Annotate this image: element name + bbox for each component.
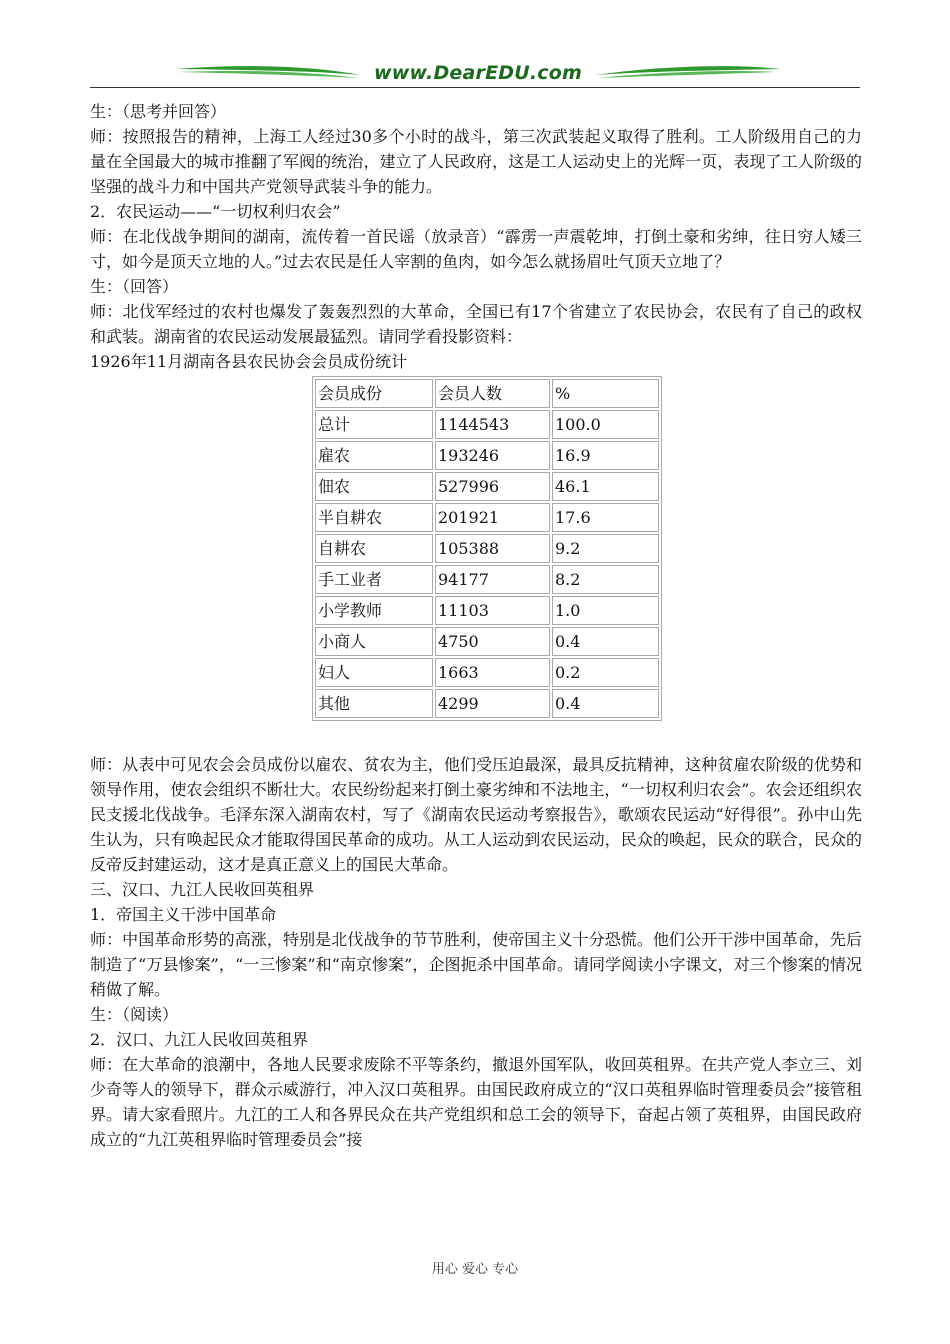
table-cell: 11103 [435, 596, 550, 625]
table-row [315, 410, 659, 439]
table-row [315, 441, 659, 470]
table-row [315, 596, 659, 625]
paragraph: 生：（回答） [90, 277, 179, 296]
table-row [315, 503, 659, 532]
table-cell: 雇农 [315, 441, 433, 470]
site-logo[interactable]: www.DearEDU.com [373, 62, 583, 84]
table-cell: 17.6 [552, 503, 659, 532]
table-row [315, 565, 659, 594]
table-caption: 1926年11月湖南各县农民协会会员成份统计 [90, 352, 408, 371]
table-cell: 527996 [435, 472, 550, 501]
header-divider [90, 87, 860, 88]
table-cell: 1663 [435, 658, 550, 687]
paragraph: 师：按照报告的精神，上海工人经过30多个小时的战斗，第三次武装起义取得了胜利。工人阶级用自己的力量在全国最大的城市推翻了军阀的统治，建立了人民政府，这是工人运动史上的光辉一页，表现了工人阶级的坚强的战斗力和中国共产党领导武装斗争的能力。 [90, 127, 862, 196]
table-cell: 总计 [315, 410, 433, 439]
table-cell: 0.4 [552, 627, 659, 656]
table-cell: 0.4 [552, 689, 659, 718]
table-header-row [315, 379, 659, 408]
subsection-heading: 2．汉口、九江人民收回英租界 [90, 1030, 309, 1049]
membership-table [312, 376, 662, 721]
table-row [315, 534, 659, 563]
table-cell: 4299 [435, 689, 550, 718]
table-header-cell: % [552, 379, 659, 408]
table-cell: 193246 [435, 441, 550, 470]
table-cell: 小学教师 [315, 596, 433, 625]
table-cell: 0.2 [552, 658, 659, 687]
table-cell: 100.0 [552, 410, 659, 439]
table-cell: 半自耕农 [315, 503, 433, 532]
paragraph: 师：从表中可见农会会员成份以雇农、贫农为主，他们受压迫最深，最具反抗精神，这种贫雇农阶级的优势和领导作用，使农会组织不断壮大。农民纷纷起来打倒土豪劣绅和不法地主，“一切权利归农会”。农会还组织农民支援北伐战争。毛泽东深入湖南农村，写了《湖南农民运动考察报告》，歌颂农民运动“好得很”。孙中山先生认为，只有唤起民众才能取得国民革命的成功。从工人运动到农民运动，民众的唤起，民众的联合，民众的反帝反封建运动，这才是真正意义上的国民大革命。 [90, 755, 862, 874]
table-cell: 16.9 [552, 441, 659, 470]
table-row [315, 658, 659, 687]
table-cell: 201921 [435, 503, 550, 532]
paragraph: 生：（阅读） [90, 1005, 179, 1024]
document-body [90, 99, 862, 1152]
table-cell: 4750 [435, 627, 550, 656]
table-container [90, 374, 862, 752]
paragraph: 生：（思考并回答） [90, 102, 227, 121]
paragraph: 师：在大革命的浪潮中，各地人民要求废除不平等条约，撤退外国军队，收回英租界。在共产党人李立三、刘少奇等人的领导下，群众示威游行，冲入汉口英租界。由国民政府成立的“汉口英租界临时管理委员会”接管租界。请大家看照片。九江的工人和各界民众在共产党组织和总工会的领导下，奋起占领了英租界，由国民政府成立的“九江英租界临时管理委员会”接 [90, 1055, 862, 1149]
table-row [315, 689, 659, 718]
table-cell: 94177 [435, 565, 550, 594]
page-header [90, 60, 860, 92]
paragraph: 师：北伐军经过的农村也爆发了轰轰烈烈的大革命，全国已有17个省建立了农民协会，农民有了自己的政权和武装。湖南省的农民运动发展最猛烈。请同学看投影资料： [90, 302, 862, 346]
table-cell: 妇人 [315, 658, 433, 687]
table-cell: 佃农 [315, 472, 433, 501]
table-cell: 手工业者 [315, 565, 433, 594]
table-cell: 自耕农 [315, 534, 433, 563]
table-header-cell: 会员成份 [315, 379, 433, 408]
section-heading: 三、汉口、九江人民收回英租界 [90, 880, 315, 899]
table-cell: 1.0 [552, 596, 659, 625]
page-footer: 用心 爱心 专心 [431, 1262, 519, 1277]
subsection-heading: 1．帝国主义干涉中国革命 [90, 905, 277, 924]
table-cell: 其他 [315, 689, 433, 718]
paragraph: 师：中国革命形势的高涨，特别是北伐战争的节节胜利，使帝国主义十分恐慌。他们公开干涉中国革命，先后制造了“万县惨案”，“一三惨案”和“南京惨案”，企图扼杀中国革命。请同学阅读小字课文，对三个惨案的情况稍做了解。 [90, 930, 862, 999]
section-heading: 2．农民运动——“一切权利归农会” [90, 202, 341, 221]
table-row [315, 627, 659, 656]
table-cell: 小商人 [315, 627, 433, 656]
table-header-cell: 会员人数 [435, 379, 550, 408]
paragraph: 师：在北伐战争期间的湖南，流传着一首民谣（放录音）“霹雳一声震乾坤，打倒土豪和劣绅，往日穷人矮三寸，如今是顶天立地的人。”过去农民是任人宰割的鱼肉，如今怎么就扬眉吐气顶天立地了？ [90, 227, 862, 271]
table-row [315, 472, 659, 501]
table-cell: 105388 [435, 534, 550, 563]
table-cell: 9.2 [552, 534, 659, 563]
table-cell: 46.1 [552, 472, 659, 501]
table-cell: 8.2 [552, 565, 659, 594]
table-cell: 1144543 [435, 410, 550, 439]
